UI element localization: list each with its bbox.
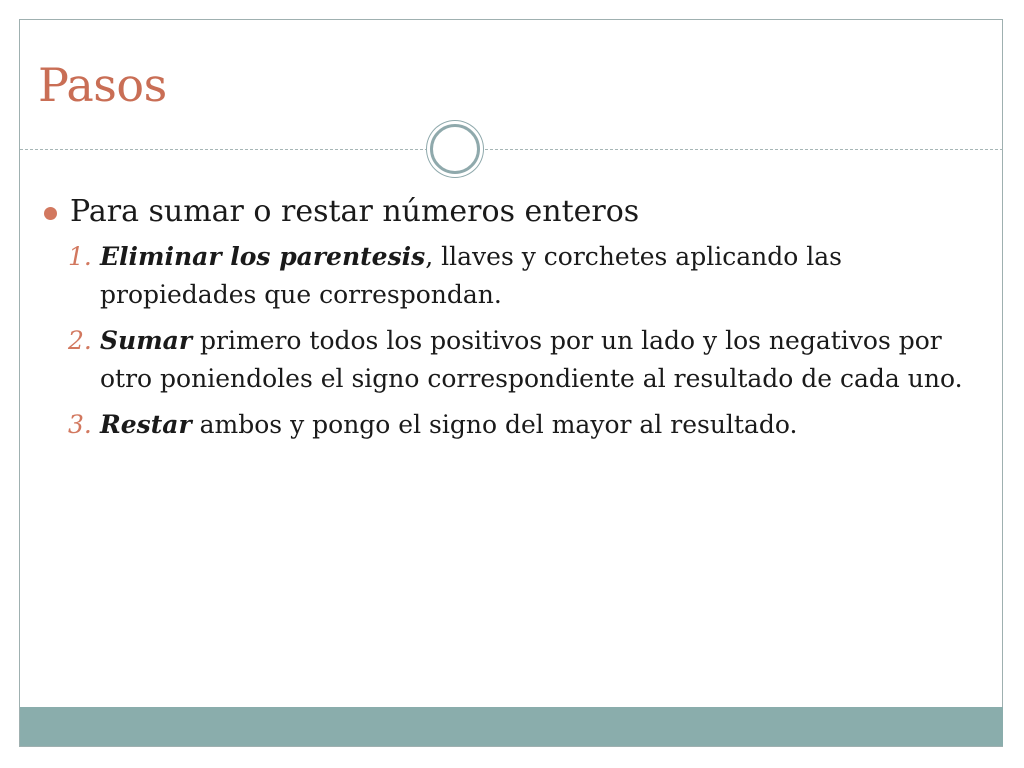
step-keyword: Restar — [100, 410, 192, 439]
step-text: ambos y pongo el signo del mayor al resultado. — [191, 410, 798, 439]
slide-content — [38, 192, 988, 452]
footer-bar — [20, 707, 1003, 746]
main-bullet — [38, 192, 988, 232]
step-number: 3. — [68, 410, 92, 439]
step-keyword: Eliminar los parentesis — [100, 242, 426, 271]
bullet-dot-icon — [44, 207, 57, 220]
main-bullet-text: Para sumar o restar números enteros — [70, 194, 640, 229]
circle-ornament-icon — [430, 124, 480, 174]
title-divider — [20, 149, 1003, 150]
step-text: primero todos los positivos por un lado y los negativos por otro poniendoles el signo correspondiente al resultado de cada uno. — [100, 326, 963, 393]
step-number: 2. — [68, 326, 92, 355]
slide-title: Pasos — [38, 58, 167, 112]
step-keyword: Sumar — [100, 326, 193, 355]
step-item — [38, 322, 988, 398]
step-item — [38, 238, 988, 314]
steps-list — [38, 238, 988, 444]
step-item — [38, 406, 988, 444]
step-number: 1. — [68, 242, 92, 271]
step-text: , llaves y corchetes aplicando las propiedades que correspondan. — [100, 242, 842, 309]
